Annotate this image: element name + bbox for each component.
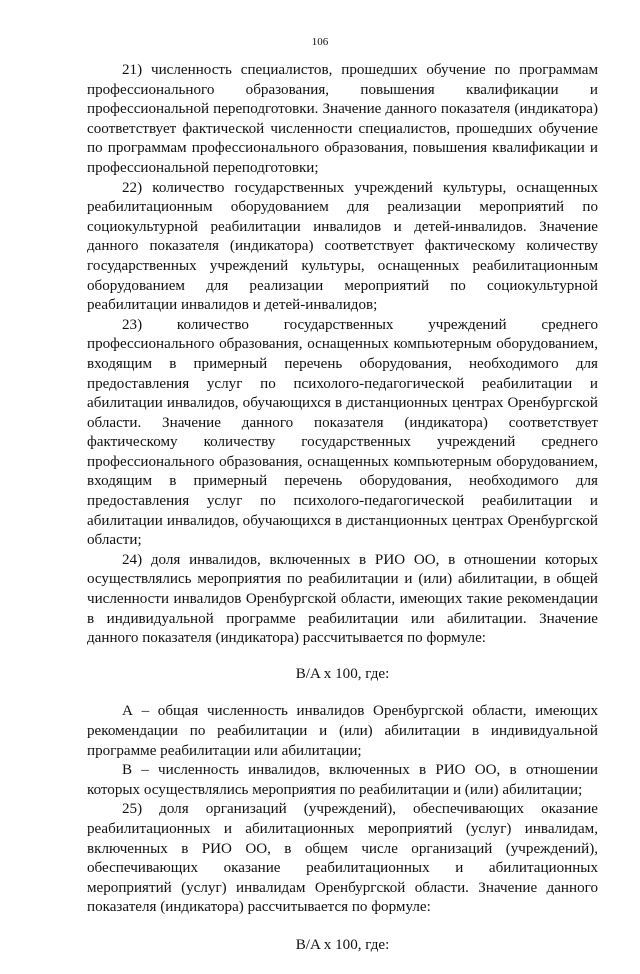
paragraph-item-22: 22) количество государственных учреждений культуры, оснащенных реабилитационным оборудованием для реализации мероприятий по социокультурной реабилитации инвалидов и детей-инвалидов. Значение данного показателя (индикатора) соответствует фактическому количеству государственных учреждений культуры, оснащенных реабилитационным оборудованием для реализации мероприятий по социокультурной реабилитации инвалидов и детей-инвалидов; — [87, 179, 598, 314]
paragraph-item-23: 23) количество государственных учреждений среднего профессионального образования, оснащенных компьютерным оборудованием, входящим в примерный перечень оборудования, необходимого для предоставления услуг по психолого-педагогической реабилитации и абилитации инвалидов, обучающихся в дистанционных центрах Оренбургской области. Значение данного показателя (индикатора) соответствует фактическому количеству государственных учреждений среднего профессионального образования, оснащенных компьютерным оборудованием, входящим в примерный перечень оборудования, необходимого для предоставления услуг по психолого-педагогической реабилитации и абилитации инвалидов, обучающихся в дистанционных центрах Оренбургской области; — [87, 316, 598, 549]
paragraph-item-25: 25) доля организаций (учреждений), обеспечивающих оказание реабилитационных и абилитационных мероприятий (услуг) инвалидам, включенных в РИО ОО, в общем числе организаций (учреждений), обеспечивающих оказание реабилитационных и абилитационных мероприятий (услуг) инвалидам Оренбургской области. Значение данного показателя (индикатора) рассчитывается по формуле: — [87, 801, 598, 916]
paragraph-item-21: 21) численность специалистов, прошедших обучение по программам профессионального образования, повышения квалификации и профессиональной переподготовки. Значение данного показателя (индикатора) соответствует фактической численности специалистов, прошедших обучение по программам профессионального образования, повышения квалификации и профессиональной переподготовки; — [87, 62, 598, 176]
document-body — [87, 61, 598, 974]
page-number: 106 — [311, 36, 329, 48]
formula-2: B/A х 100, где: — [295, 936, 390, 953]
paragraph-item-24: 24) доля инвалидов, включенных в РИО ОО, в отношении которых осуществлялись мероприятия по реабилитации и (или) абилитации, в общей численности инвалидов Оренбургской области, имеющих такие рекомендации в индивидуальной программе реабилитации или абилитации. Значение данного показателя (индикатора) рассчитывается по формуле: — [87, 551, 598, 647]
definition-b: В – численность инвалидов, включенных в РИО ОО, в отношении которых осуществлялись мероприятия по реабилитации и (или) абилитации; — [87, 762, 598, 798]
definition-a: А – общая численность инвалидов Оренбургской области, имеющих рекомендации по реабилитации и (или) абилитации в индивидуальной программе реабилитации или абилитации; — [87, 703, 598, 759]
formula-1: B/A х 100, где: — [295, 665, 390, 682]
